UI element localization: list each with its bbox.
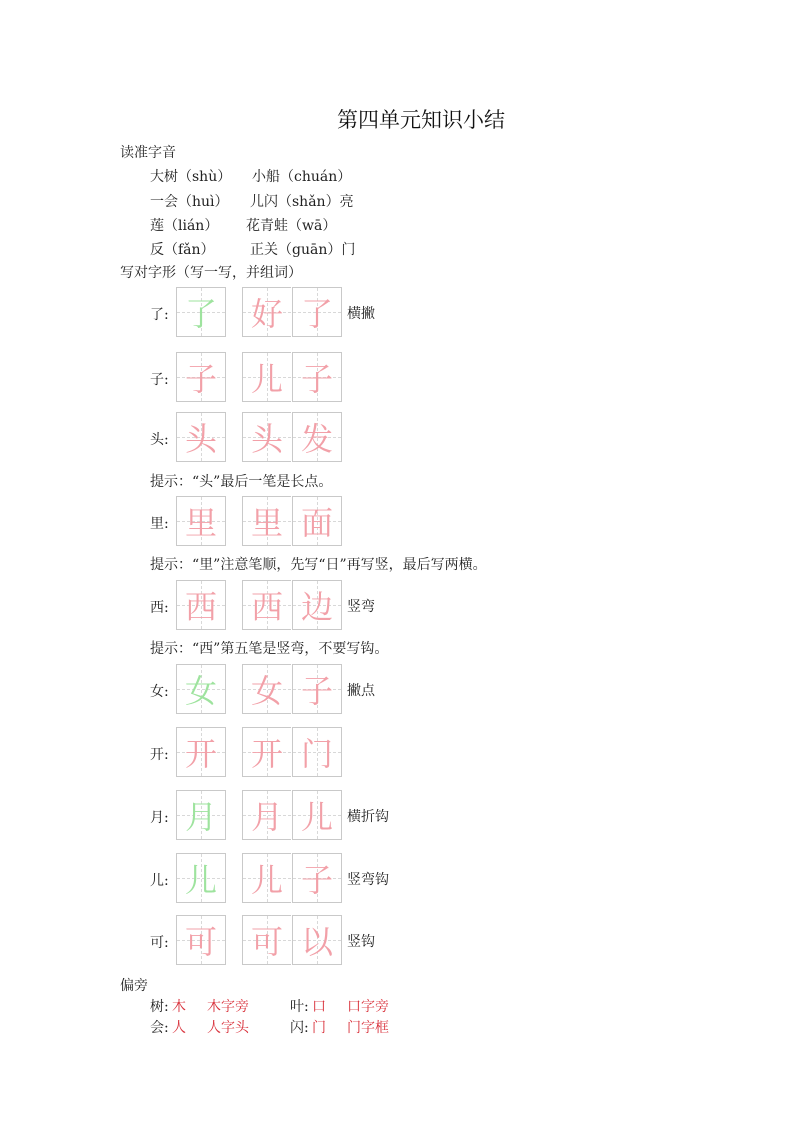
tian-grid-box (242, 352, 291, 402)
reading-item: 花青蛙（wā） (246, 218, 337, 234)
tian-grid-box (176, 915, 226, 965)
tian-grid-box (176, 287, 226, 337)
tracing-char: 以 (300, 923, 333, 961)
tian-grid-box (242, 915, 291, 965)
tracing-char: 子 (300, 360, 333, 398)
tian-grid-box (292, 853, 342, 903)
tracing-char: 了 (184, 295, 217, 333)
tracing-char: 开 (250, 735, 283, 773)
tian-grid-box (292, 496, 342, 546)
radical-name: 人字头 (207, 1020, 249, 1036)
reading-item: 儿闪（shǎn）亮 (250, 194, 354, 210)
tian-grid-box (242, 853, 291, 903)
section-heading-read: 读准字音 (120, 145, 176, 161)
tian-grid-box (292, 412, 342, 462)
reading-item: 小船（chuán） (252, 169, 352, 185)
tian-grid-box (242, 287, 291, 337)
page-title: 第四单元知识小结 (337, 108, 505, 132)
tracing-char: 头 (250, 420, 283, 458)
tracing-char: 女 (250, 672, 283, 710)
tian-grid-box (176, 790, 226, 840)
stroke-name: 竖钩 (347, 934, 375, 950)
hint-note: 提示：“头”最后一笔是长点。 (150, 474, 333, 490)
tian-grid-box (292, 727, 342, 777)
tracing-char: 子 (300, 861, 333, 899)
tracing-char: 月 (250, 798, 283, 836)
stroke-name: 竖弯 (347, 599, 375, 615)
tracing-char: 头 (184, 420, 217, 458)
tian-grid-box (242, 412, 291, 462)
tian-grid-box (242, 580, 291, 630)
tracing-char: 面 (300, 504, 333, 542)
tian-grid-box (176, 664, 226, 714)
tian-grid-box (176, 412, 226, 462)
tian-grid-box (292, 580, 342, 630)
char-label: 子: (150, 372, 169, 388)
char-label: 了: (150, 307, 169, 323)
reading-item: 莲（lián） (150, 218, 219, 234)
tracing-char: 好 (250, 295, 283, 333)
tracing-char: 边 (300, 588, 333, 626)
stroke-name: 撇点 (347, 683, 375, 699)
hint-note: 提示：“西”第五笔是竖弯，不要写钩。 (150, 641, 389, 657)
tian-grid-box (292, 287, 342, 337)
tian-grid-box (292, 915, 342, 965)
tian-grid-box (176, 352, 226, 402)
tian-grid-box (292, 352, 342, 402)
tracing-char: 女 (184, 672, 217, 710)
stroke-name: 竖弯钩 (347, 872, 389, 888)
tracing-char: 儿 (300, 798, 333, 836)
tracing-char: 西 (250, 588, 283, 626)
tian-grid-box (292, 664, 342, 714)
tracing-char: 儿 (184, 861, 217, 899)
char-label: 儿: (150, 873, 169, 889)
radical-char: 叶: (290, 999, 309, 1015)
reading-item: 反（fǎn） (150, 242, 215, 258)
reading-item: 大树（shù） (150, 169, 232, 185)
radical-name: 门字框 (347, 1020, 389, 1036)
char-label: 女: (150, 684, 169, 700)
tian-grid-box (242, 727, 291, 777)
reading-item: 一会（huì） (150, 194, 229, 210)
tracing-char: 月 (184, 798, 217, 836)
radical-char: 闪: (290, 1020, 309, 1036)
hint-note: 提示：“里”注意笔顺，先写“日”再写竖，最后写两横。 (150, 557, 487, 573)
char-label: 可: (150, 935, 169, 951)
tian-grid-box (176, 496, 226, 546)
tracing-char: 子 (184, 360, 217, 398)
tracing-char: 里 (184, 504, 217, 542)
stroke-name: 横折钩 (347, 809, 389, 825)
tracing-char: 可 (250, 923, 283, 961)
tracing-char: 子 (300, 672, 333, 710)
tracing-char: 门 (300, 735, 333, 773)
char-label: 里: (150, 516, 169, 532)
tracing-char: 开 (184, 735, 217, 773)
radical-part: 木 (172, 999, 186, 1015)
tian-grid-box (176, 580, 226, 630)
section-heading-write: 写对字形（写一写，并组词） (120, 265, 302, 281)
radical-part: 人 (172, 1020, 186, 1036)
tian-grid-box (176, 727, 226, 777)
radical-char: 会: (150, 1020, 169, 1036)
tian-grid-box (242, 790, 291, 840)
tracing-char: 儿 (250, 360, 283, 398)
char-label: 月: (150, 810, 169, 826)
tracing-char: 西 (184, 588, 217, 626)
char-label: 开: (150, 747, 169, 763)
tracing-char: 儿 (250, 861, 283, 899)
char-label: 头: (150, 432, 169, 448)
section-heading-radical: 偏旁 (120, 978, 148, 994)
char-label: 西: (150, 600, 169, 616)
tian-grid-box (242, 664, 291, 714)
radical-name: 木字旁 (207, 999, 249, 1015)
tian-grid-box (242, 496, 291, 546)
tracing-char: 发 (300, 420, 333, 458)
reading-item: 正关（guān）门 (250, 242, 356, 258)
tian-grid-box (292, 790, 342, 840)
radical-char: 树: (150, 999, 169, 1015)
stroke-name: 横撇 (347, 306, 375, 322)
tracing-char: 了 (300, 295, 333, 333)
radical-part: 口 (312, 999, 326, 1015)
tracing-char: 可 (184, 923, 217, 961)
radical-name: 口字旁 (347, 999, 389, 1015)
tracing-char: 里 (250, 504, 283, 542)
radical-part: 门 (312, 1020, 326, 1036)
tian-grid-box (176, 853, 226, 903)
